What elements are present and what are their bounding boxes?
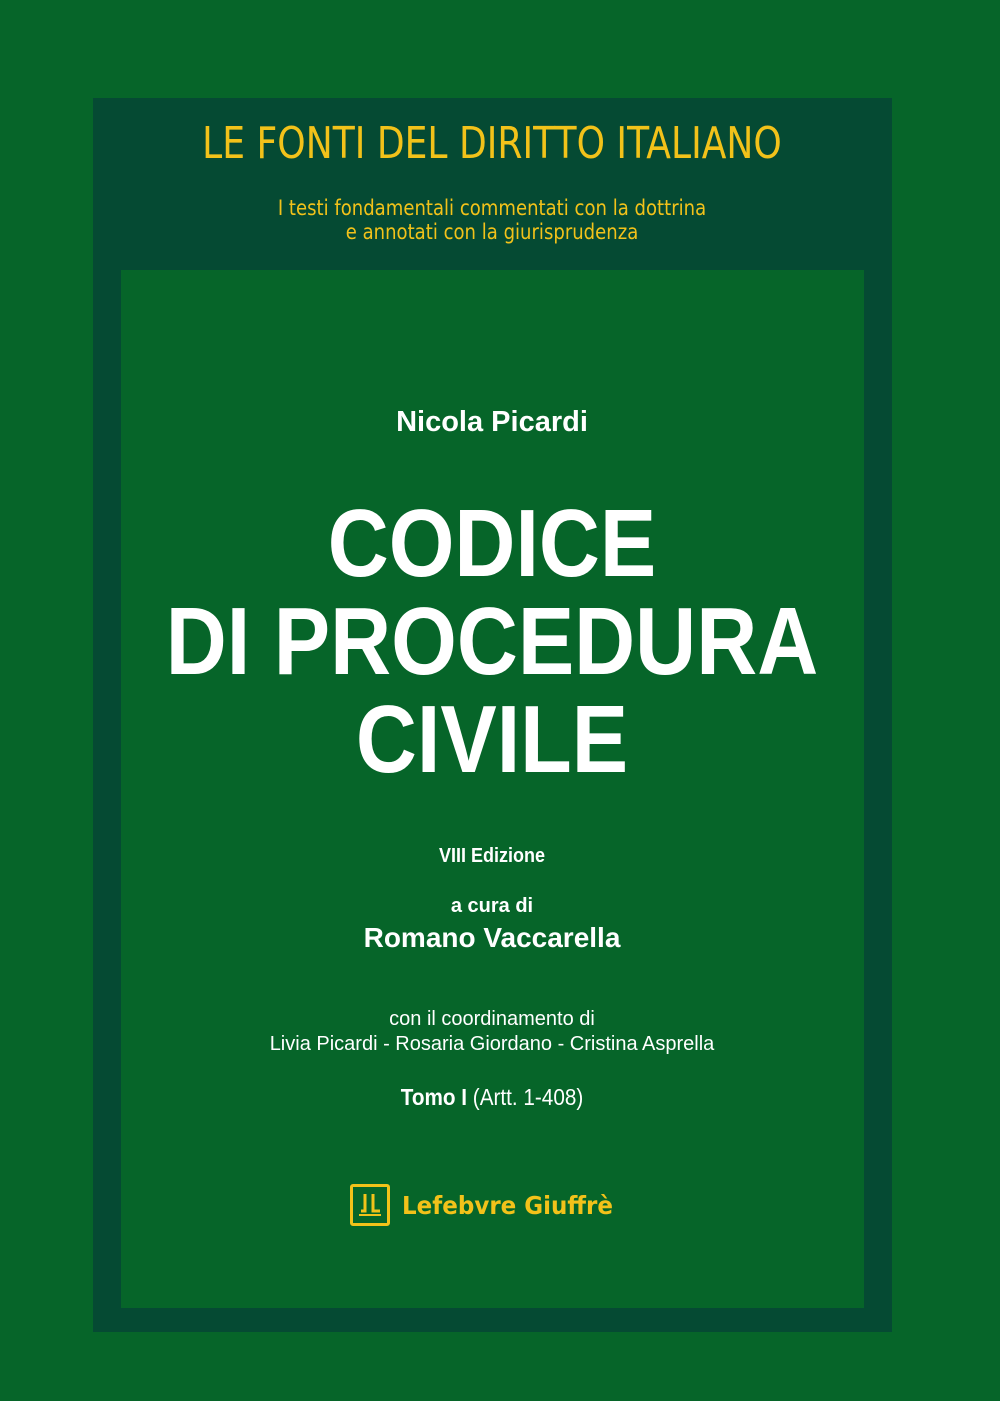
series-subtitle-line2: e annotati con la giurisprudenza — [345, 220, 639, 244]
book-title-line2: DI PROCEDURA — [165, 588, 819, 695]
volume-number: Tomo I — [400, 1084, 468, 1110]
series-title: LE FONTI DEL DIRITTO ITALIANO — [202, 118, 782, 169]
series-subtitle-line1: I testi fondamentali commentati con la dottrina — [277, 196, 707, 220]
volume-info — [49, 1084, 935, 1111]
book-title-line3: CIVILE — [355, 686, 629, 793]
jl-monogram-icon — [350, 1184, 390, 1226]
curator-name: Romano Vaccarella — [363, 922, 621, 953]
book-title-line1: CODICE — [327, 490, 657, 597]
volume-range: (Artt. 1-408) — [472, 1084, 584, 1110]
coordinator-names: Livia Picardi - Rosaria Giordano - Cristina Asprella — [269, 1033, 715, 1055]
curated-by-label: a cura di — [450, 895, 534, 917]
publisher-logo — [350, 1181, 631, 1229]
author-name: Nicola Picardi — [396, 406, 588, 438]
edition-label: VIII Edizione — [438, 845, 546, 867]
coordination-label: con il coordinamento di — [389, 1008, 595, 1030]
publisher-name: Lefebvre Giuffrè — [402, 1190, 613, 1220]
